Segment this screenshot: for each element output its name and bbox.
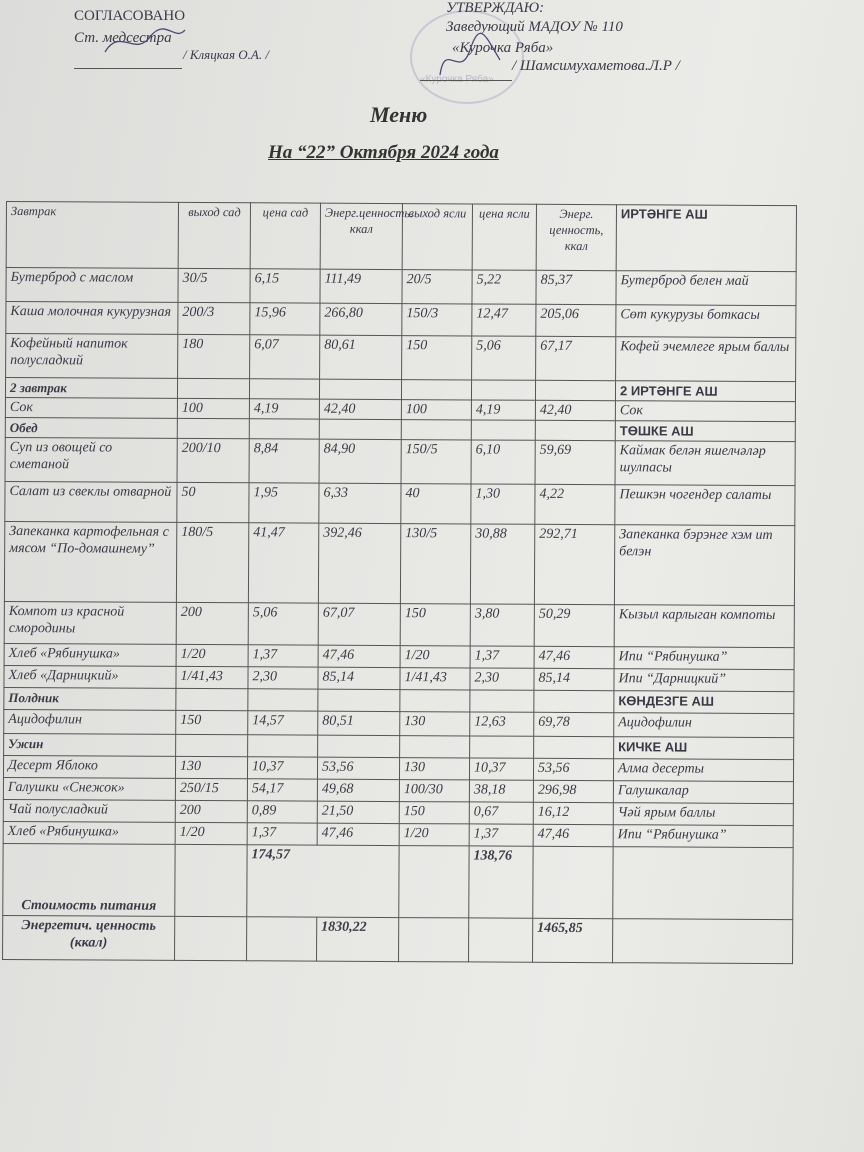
col-price-nursery: цена ясли [472,204,536,270]
energy-nursery: 69,78 [534,712,614,736]
dish-name-tatar: Сөт кукурузы боткасы [616,305,796,338]
dish-name: Суп из овощей со сметаной [5,437,177,482]
menu-item-row [4,601,794,647]
price-garden: 0,89 [247,801,317,823]
energy-nursery: 67,17 [536,336,616,380]
dish-name: Десерт Яблоко [3,755,175,778]
price-nursery: 1,37 [470,646,534,668]
energy-nursery: 205,06 [536,304,616,336]
col-meal: Завтрак [6,202,178,269]
price-garden: 54,17 [247,779,317,801]
price-garden: 10,37 [247,757,317,779]
price-nursery: 3,80 [470,604,534,646]
total-cost-garden: 174,57 [247,845,399,918]
out-garden: 180/5 [176,522,248,602]
energy-garden: 6,33 [319,483,401,523]
menu-item-row [5,481,795,525]
energy-nursery: 292,71 [534,524,614,604]
energy-nursery: 16,12 [533,802,613,824]
menu-item-row [4,521,794,605]
out-nursery: 100/30 [399,780,469,802]
col-tatar: ИРТӘНГЕ АШ [616,205,796,272]
energy-garden: 80,61 [320,335,402,379]
total-cost-label: Стоимость питания [3,843,175,916]
out-nursery: 150 [400,604,470,646]
dish-name-tatar: Ацидофилин [614,713,794,738]
dish-name: Кофейный напиток полусладкий [6,334,178,379]
approval-right-org: «Курочка Ряба» [452,40,554,56]
out-nursery: 150 [399,802,469,824]
price-garden: 8,84 [249,439,319,483]
price-nursery: 38,18 [469,780,533,802]
approval-left-title: СОГЛАСОВАНО [74,8,186,24]
signature-left-icon [100,22,190,62]
out-garden: 180 [178,334,250,378]
energy-nursery: 85,14 [534,668,614,690]
energy-garden: 53,56 [317,757,399,779]
energy-nursery: 85,37 [536,270,616,304]
out-garden: 30/5 [178,268,250,302]
energy-nursery: 47,46 [533,824,613,846]
section-name: Полдник [4,687,176,710]
out-nursery: 150/3 [402,304,472,336]
price-nursery: 5,22 [472,270,536,304]
energy-garden: 392,46 [318,523,400,603]
col-out-garden: выход сад [178,202,250,268]
section-name-tatar: КИЧКЕ АШ [614,737,794,760]
section-name: Ужин [4,733,176,756]
price-garden: 6,07 [250,335,320,379]
energy-garden: 47,46 [318,645,400,667]
energy-garden: 84,90 [319,439,401,483]
energy-garden: 266,80 [320,303,402,335]
price-nursery: 12,47 [472,304,536,336]
dish-name-tatar: Кофей эчемлеге ярым баллы [616,337,796,382]
col-out-nursery: выход ясли [402,204,472,270]
approval-right-name: / Шамсимухаметова.Л.Р / [512,58,680,74]
energy-garden: 85,14 [318,667,400,689]
total-energy-row [3,915,793,963]
energy-garden: 80,51 [318,711,400,735]
price-garden: 41,47 [248,523,318,603]
price-garden: 4,19 [249,399,319,419]
dish-name-tatar: Ипи “Рябинушка” [614,647,794,670]
energy-nursery: 50,29 [534,604,614,646]
dish-name-tatar: Галушкалар [613,781,793,804]
energy-nursery: 4,22 [535,484,615,524]
price-garden: 2,30 [248,667,318,689]
price-nursery: 12,63 [470,712,534,736]
col-energy-nursery: Энерг. ценность, ккал [536,204,616,270]
energy-garden: 111,49 [320,269,402,303]
out-nursery: 130/5 [400,524,470,604]
out-garden: 1/20 [175,822,247,844]
approval-left-position: Ст. медсестра [74,30,172,46]
energy-nursery: 296,98 [533,780,613,802]
out-garden: 100 [177,398,249,418]
dish-name-tatar: Кызыл карлыган компоты [614,605,794,648]
dish-name: Салат из свеклы отварной [5,481,177,522]
signature-line-left [74,68,182,69]
approval-right-position: Заведующий МАДОУ № 110 [446,19,623,35]
price-garden: 6,15 [250,269,320,303]
price-nursery: 4,19 [471,400,535,420]
price-garden: 1,37 [248,645,318,667]
energy-garden: 49,68 [317,779,399,801]
out-nursery: 1/20 [399,824,469,846]
price-garden: 5,06 [248,603,318,645]
section-name-tatar: КӨНДЕЗГЕ АШ [614,691,794,714]
out-garden: 200/3 [178,302,250,334]
price-nursery: 1,37 [469,824,533,846]
dish-name: Хлеб «Рябинушка» [4,643,176,666]
dish-name: Запеканка картофельная с мясом “По-домашнему” [4,521,176,602]
price-garden: 15,96 [250,303,320,335]
page-title: Меню [370,102,428,127]
energy-garden: 47,46 [317,823,399,845]
dish-name-tatar: Бутерброд белен май [616,271,796,306]
menu-item-row [6,334,796,382]
out-garden: 1/41,43 [176,666,248,688]
out-nursery: 40 [401,484,471,524]
price-nursery: 6,10 [471,440,535,484]
total-energy-label: Энергетич. ценность (ккал) [3,915,175,960]
out-nursery: 130 [400,712,470,736]
dish-name-tatar: Ипи “Рябинушка” [613,825,793,848]
section-name-tatar: ТӨШКЕ АШ [615,421,795,442]
price-garden: 14,57 [248,711,318,735]
out-nursery: 20/5 [402,270,472,304]
energy-nursery: 42,40 [535,400,615,420]
out-garden: 1/20 [176,644,248,666]
energy-nursery: 47,46 [534,646,614,668]
out-garden: 250/15 [175,778,247,800]
energy-garden: 67,07 [318,603,400,645]
price-nursery: 5,06 [472,336,536,380]
menu-item-row [6,302,796,338]
menu-item-row [5,437,795,485]
approval-left-name: / Кляцкая О.А. / [183,47,269,62]
dish-name-tatar: Алма десерты [613,759,793,782]
dish-name-tatar: Каймак белән яшелчәләр шулпасы [615,441,795,486]
total-energy-garden: 1830,22 [317,917,399,961]
dish-name: Хлеб «Дарницкий» [4,665,176,688]
out-nursery: 150 [402,336,472,380]
dish-name-tatar: Ипи “Дарницкий” [614,669,794,692]
out-nursery: 1/41,43 [400,668,470,690]
dish-name-tatar: Запеканка бэрэнге хэм ит белэн [614,525,794,606]
out-garden: 200 [175,800,247,822]
energy-garden: 42,40 [319,399,401,419]
energy-nursery: 59,69 [535,440,615,484]
price-nursery: 10,37 [469,758,533,780]
total-cost-row [3,843,793,919]
section-name: 2 завтрак [5,378,177,399]
menu-table [2,201,797,964]
dish-name: Ацидофилин [4,709,176,734]
price-garden: 1,95 [249,483,319,523]
dish-name: Бутерброд с маслом [6,268,178,303]
dish-name: Галушки «Снежок» [3,777,175,800]
dish-name: Компот из красной смородины [4,601,176,644]
price-garden: 1,37 [247,823,317,845]
energy-nursery: 53,56 [533,758,613,780]
price-nursery: 0,67 [469,802,533,824]
energy-garden: 21,50 [317,801,399,823]
out-garden: 50 [177,482,249,522]
section-name: Обед [5,417,177,438]
approval-right-title: УТВЕРЖДАЮ: [446,0,545,16]
out-nursery: 1/20 [400,646,470,668]
header-row [6,202,796,272]
out-garden: 200 [176,602,248,644]
col-price-garden: цена сад [250,203,320,269]
price-nursery: 2,30 [470,668,534,690]
col-energy-garden: Энерг.ценность. ккал [320,203,402,269]
out-nursery: 130 [399,758,469,780]
out-nursery: 100 [401,400,471,420]
menu-date: На “22” Октября 2024 года [268,142,499,163]
dish-name-tatar: Пешкэн чогендер салаты [615,485,795,526]
out-garden: 200/10 [177,438,249,482]
signature-right-icon [430,30,510,85]
dish-name: Сок [5,397,177,418]
section-name-tatar: 2 ИРТӘНГЕ АШ [615,381,795,402]
menu-item-row [6,268,796,306]
price-nursery: 30,88 [470,524,534,604]
total-cost-nursery: 138,76 [469,846,533,918]
out-garden: 130 [175,756,247,778]
price-nursery: 1,30 [471,484,535,524]
out-garden: 150 [176,710,248,734]
out-nursery: 150/5 [401,440,471,484]
dish-name: Хлеб «Рябинушка» [3,821,175,844]
dish-name-tatar: Сок [615,401,795,422]
total-energy-nursery: 1465,85 [533,918,613,962]
dish-name-tatar: Чәй ярым баллы [613,803,793,826]
dish-name: Каша молочная кукурузная [6,302,178,335]
dish-name: Чай полусладкий [3,799,175,822]
